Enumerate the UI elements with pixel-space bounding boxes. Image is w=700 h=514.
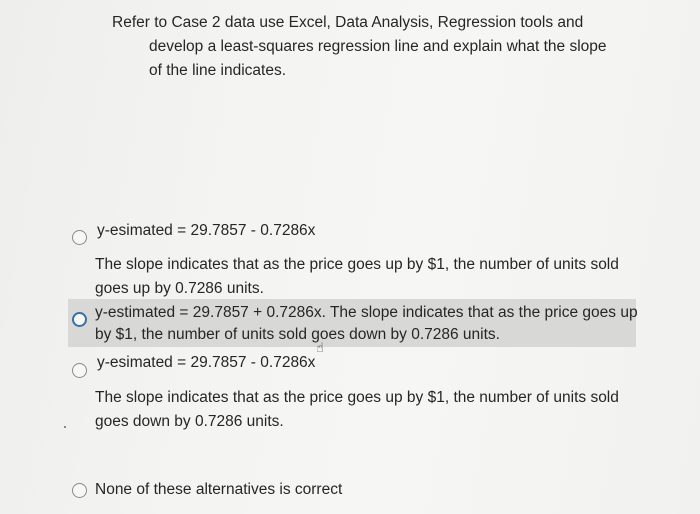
option-1-explanation-line-1[interactable]: The slope indicates that as the price goes up by $1, the number of units sold [95, 256, 619, 273]
option-4-label[interactable]: None of these alternatives is correct [95, 481, 343, 498]
question-text [112, 11, 612, 83]
stray-dot [64, 426, 66, 428]
option-3-explanation-line-1[interactable]: The slope indicates that as the price goes up by $1, the number of units sold [95, 389, 619, 406]
option-3-explanation-line-2[interactable]: goes down by 0.7286 units. [95, 413, 284, 430]
option-2-radio[interactable] [72, 312, 87, 327]
option-2-line-1[interactable]: y-estimated = 29.7857 + 0.7286x. The slope indicates that as the price goes up [95, 304, 638, 321]
option-2-line-2[interactable]: by $1, the number of units sold goes down by 0.7286 units. [95, 326, 500, 343]
option-4-radio[interactable] [72, 483, 87, 498]
option-3-equation[interactable]: y-esimated = 29.7857 - 0.7286x [97, 354, 316, 371]
question-line-1: Refer to Case 2 data use Excel, Data Analysis, Regression tools and [112, 14, 584, 31]
option-1-equation[interactable]: y-esimated = 29.7857 - 0.7286x [97, 222, 316, 239]
question-line-3: of the line indicates. [149, 62, 287, 79]
option-1-explanation-line-2[interactable]: goes up by 0.7286 units. [95, 280, 264, 297]
question-line-2: develop a least-squares regression line and explain what the slope [149, 38, 607, 55]
option-3-radio[interactable] [72, 363, 87, 378]
option-1-radio[interactable] [72, 230, 87, 245]
hand-cursor-icon: ☝ [316, 340, 324, 355]
